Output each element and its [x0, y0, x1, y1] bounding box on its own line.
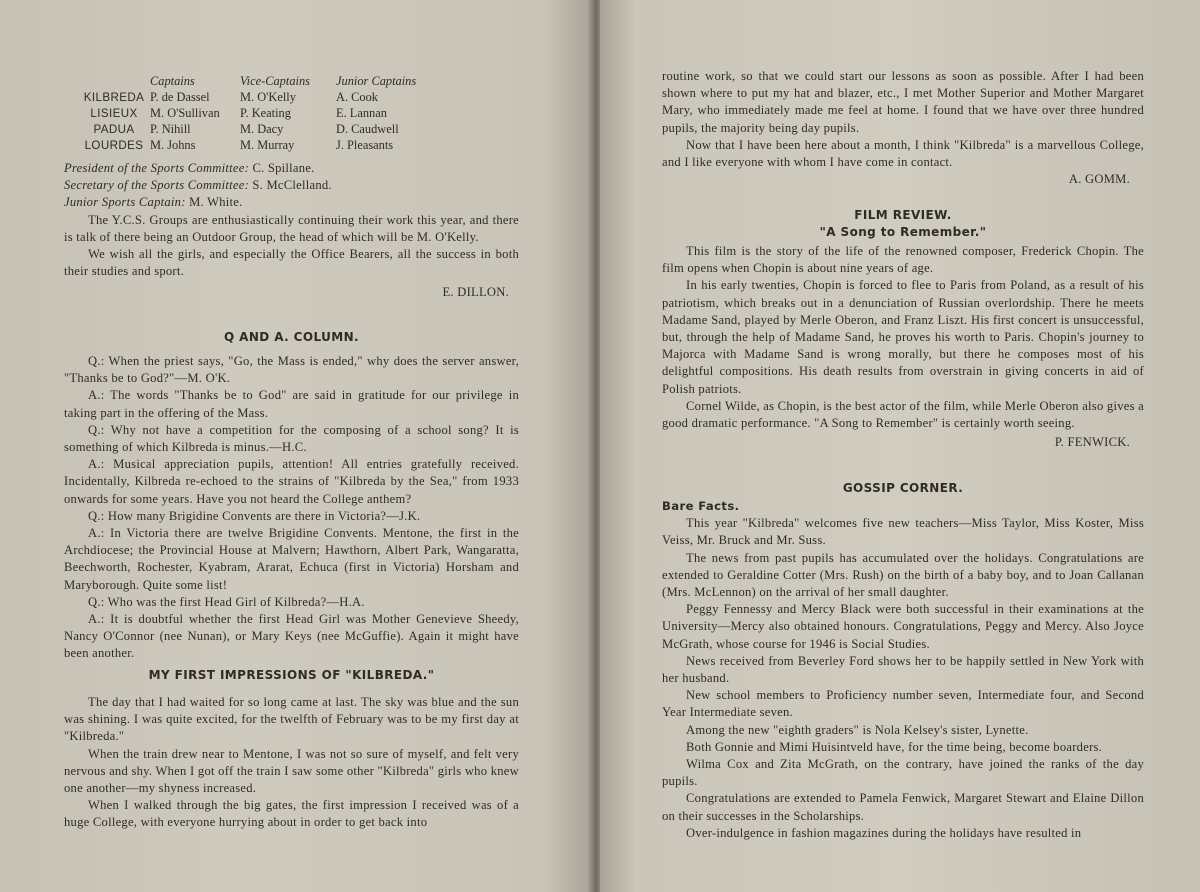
officer-role: President of the Sports Committee:: [64, 161, 250, 175]
house-name: PADUA: [93, 123, 135, 136]
table-row: [78, 90, 416, 106]
body-paragraph: Over-indulgence in fashion magazines during the holidays have resulted in: [686, 825, 1082, 840]
captain-name: P. de Dassel: [150, 90, 210, 104]
body-paragraph: News received from Beverley Ford shows her to be happily settled in New York with her husband.: [662, 653, 1144, 686]
captains-table: [78, 74, 416, 154]
body-paragraph: New school members to Proficiency number seven, Intermediate four, and Second Year Intermediate seven.: [662, 688, 1144, 720]
col-header-junior-captains: Junior Captains: [336, 74, 417, 88]
section-heading: FILM REVIEW.: [854, 208, 952, 222]
qa-paragraph: A.: The words "Thanks be to God" are said in gratitude for our privilege in taking part in the offering of the Mass.: [64, 388, 519, 420]
body-paragraph: The news from past pupils has accumulated over the holidays. Congratulations are extended to Geraldine Cotter (Mrs. Rush) on the birth of a baby boy, and to Joan Callanan (Mrs. McLennon) on the arrival of her small daughter.: [662, 550, 1144, 600]
junior-captain-name: D. Caudwell: [336, 122, 399, 136]
body-paragraph: Among the new "eighth graders" is Nola Kelsey's sister, Lynette.: [686, 722, 1029, 737]
body-paragraph: routine work, so that we could start our lessons as soon as possible. After I had been shown where to put my hat and blazer, etc., I met Mother Superior and Mother Margaret Mary, who immediately made me feel at home. I found that we have over three hundred pupils, the majority being day pupils.: [662, 69, 1144, 135]
officer-role: Junior Sports Captain:: [64, 195, 186, 210]
body-paragraph: Cornel Wilde, as Chopin, is the best actor of the film, while Merle Oberon also gives a good dramatic performance. "A Song to Remember" is certainly worth seeing.: [662, 398, 1144, 431]
impressions-column: [64, 694, 519, 832]
vice-captain-name: M. Dacy: [240, 122, 284, 136]
qa-paragraph: A.: Musical appreciation pupils, attention! All entries gratefully received. Incidentally, Kilbreda re-echoed to the strains of "Kilbreda by the Sea," from 1933 onwards for some years. Have you not heard the College anthem?: [64, 457, 519, 506]
captain-name: P. Nihill: [150, 122, 191, 136]
table-row: [78, 106, 416, 122]
officer-line: [64, 160, 519, 177]
section-heading: GOSSIP CORNER.: [842, 481, 964, 495]
body-paragraph: Both Gonnie and Mimi Huisintveld have, for the time being, become boarders.: [686, 739, 1103, 754]
officer-line: [64, 194, 519, 211]
officer-name: M. White.: [189, 195, 243, 210]
qa-paragraph: Q.: When the priest says, "Go, the Mass is ended," why does the server answer, "Thanks be to God?"—M. O'K.: [64, 354, 519, 386]
body-paragraph: Wilma Cox and Zita McGrath, on the contrary, have joined the ranks of the day pupils.: [662, 757, 1144, 789]
signature: P. FENWICK.: [1054, 435, 1130, 450]
col-header-captains: Captains: [150, 74, 195, 88]
junior-captain-name: E. Lannan: [336, 106, 387, 120]
qa-paragraph: A.: It is doubtful whether the first Head Girl was Mother Genevieve Sheedy, Nancy O'Connor (nee Nunan), or Mary Keys (nee McGuffie). Again it might have been another.: [64, 612, 519, 661]
qa-paragraph: A.: In Victoria there are twelve Brigidine Convents. Mentone, the first in the Archdiocese; the Provincial House at Malvern; Hawthorn, Albert Park, Wangaratta, Beechworth, Rochester, Kyabram, Ararat, Echuca (first in Victoria) Horsham and Maryborough. Quite some list!: [64, 526, 519, 592]
officer-name: C. Spillane.: [252, 161, 315, 175]
body-paragraph: When I walked through the big gates, the first impression I received was of a huge College, with everyone hurrying about in order to get back into: [64, 798, 519, 830]
officer-line: [64, 177, 519, 194]
right-page: [600, 0, 1200, 892]
qa-paragraph: Q.: How many Brigidine Convents are there in Victoria?—J.K.: [88, 508, 421, 523]
officer-role: Secretary of the Sports Committee:: [64, 178, 250, 193]
section-heading: Q AND A. COLUMN.: [223, 330, 359, 344]
subheading: Bare Facts.: [662, 499, 740, 513]
gossip-column: [662, 498, 1144, 842]
left-page: [0, 0, 592, 892]
body-paragraph: When the train drew near to Mentone, I was not so sure of myself, and felt very nervous and shy. When I got off the train I saw some other "Kilbreda" girls who knew one another—my shyness increased.: [64, 746, 519, 796]
vice-captain-name: P. Keating: [240, 106, 291, 120]
table-row: [78, 138, 416, 154]
vice-captain-name: M. Murray: [240, 138, 295, 152]
officer-name: S. McClelland.: [252, 178, 332, 193]
body-paragraph: This film is the story of the life of the renowned composer, Frederick Chopin. The film opens when Chopin is about nine years of age.: [662, 244, 1144, 276]
signature: E. DILLON.: [442, 285, 509, 300]
house-name: LISIEUX: [90, 107, 138, 120]
table-row: [78, 122, 416, 138]
captains-table-header: [78, 74, 416, 90]
house-name: LOURDES: [84, 139, 144, 152]
house-name: KILBREDA: [83, 91, 145, 104]
captain-name: M. Johns: [150, 138, 196, 152]
qa-column: [64, 353, 519, 663]
qa-paragraph: Q.: Who was the first Head Girl of Kilbreda?—H.A.: [88, 594, 365, 609]
impressions-continued: [662, 68, 1144, 188]
body-paragraph: Congratulations are extended to Pamela Fenwick, Margaret Stewart and Elaine Dillon on their successes in the Scholarships.: [662, 791, 1144, 823]
officers-block: [64, 160, 519, 302]
junior-captain-name: J. Pleasants: [336, 138, 394, 152]
col-header-vice-captains: Vice-Captains: [240, 74, 310, 88]
body-paragraph: In his early twenties, Chopin is forced to flee to Paris from Poland, as a result of his patriotism, which breaks out in a denunciation of Russian overlordship. There he meets Madame Sand, played by Merle Oberon, and Franz Liszt. His first concert is unsuccessful, but, through the help of Madame Sand, he proves his worth to Paris. Chopin's journey to Majorca with Madame Sand is wrong morally, but there he composes most of his delightful compositions. His death results from overstrain in giving concerts in aid of Polish patriots.: [662, 278, 1144, 396]
signature: A. GOMM.: [1068, 172, 1130, 187]
body-paragraph: The day that I had waited for so long came at last. The sky was blue and the sun was shining. I was quite excited, for the twelfth of February was to be my first day at "Kilbreda.": [64, 695, 519, 744]
body-paragraph: This year "Kilbreda" welcomes five new teachers—Miss Taylor, Miss Koster, Miss Veiss, Mr. Bruck and Mr. Suss.: [662, 516, 1144, 548]
captain-name: M. O'Sullivan: [150, 106, 220, 120]
body-paragraph: We wish all the girls, and especially the Office Bearers, all the success in both their studies and sport.: [64, 247, 519, 279]
junior-captain-name: A. Cook: [336, 90, 378, 104]
film-title: "A Song to Remember.": [819, 225, 987, 239]
film-review-column: [662, 243, 1144, 451]
body-paragraph: The Y.C.S. Groups are enthusiastically continuing their work this year, and there is talk of there being an Outdoor Group, the head of which will be M. O'Kelly.: [64, 212, 519, 244]
qa-paragraph: Q.: Why not have a competition for the composing of a school song? It is something of which Kilbreda is minus.—H.C.: [64, 422, 519, 455]
vice-captain-name: M. O'Kelly: [240, 90, 296, 104]
body-paragraph: Peggy Fennessy and Mercy Black were both successful in their examinations at the University—Mercy also obtained honours. Congratulations, Peggy and Mercy. Also Joyce McGrath, whose course for 1946 is Social Studies.: [662, 602, 1144, 651]
body-paragraph: Now that I have been here about a month, I think "Kilbreda" is a marvellous College, and I like everyone with whom I have come in contact.: [662, 137, 1144, 170]
section-heading: MY FIRST IMPRESSIONS OF "KILBREDA.": [148, 668, 435, 682]
